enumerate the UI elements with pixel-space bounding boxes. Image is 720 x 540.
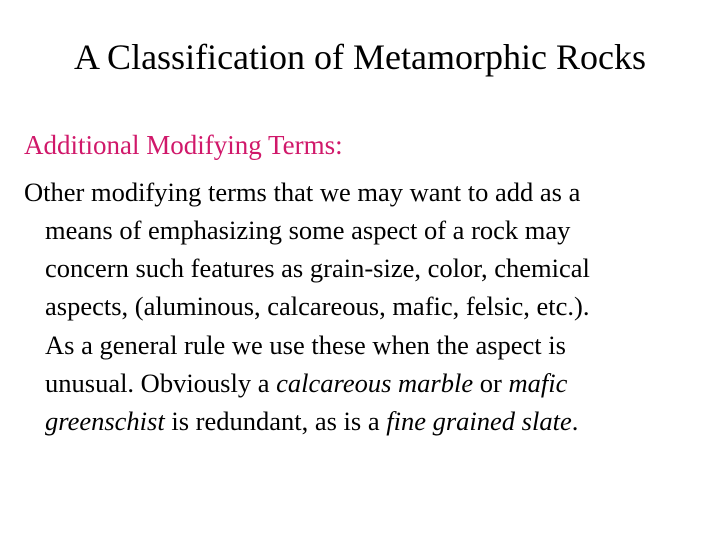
body-line (45, 406, 578, 437)
text-segment: . (571, 406, 579, 436)
italic-term: greenschist (45, 406, 165, 436)
text-segment: aspects, (aluminous, calcareous, mafic, felsic, etc.). (45, 291, 590, 321)
text-segment: is redundant, as is a (164, 406, 387, 436)
text-segment: As a general rule we use these when the aspect is (45, 330, 566, 360)
body-line (24, 177, 580, 208)
slide-title: A Classification of Metamorphic Rocks (74, 37, 646, 77)
text-segment: or (473, 368, 509, 398)
italic-term: fine grained slate (386, 406, 572, 436)
body-line (45, 253, 590, 284)
italic-term: calcareous marble (276, 368, 474, 398)
body-line (45, 291, 590, 322)
subheading: Additional Modifying Terms: (24, 130, 343, 160)
body-line (45, 368, 567, 399)
text-segment: concern such features as grain-size, color, chemical (45, 253, 590, 283)
body-line (45, 215, 570, 246)
text-segment: Other modifying terms that we may want to add as a (24, 177, 581, 207)
text-segment: means of emphasizing some aspect of a rock may (45, 215, 571, 245)
body-line (45, 330, 566, 361)
text-segment: unusual. Obviously a (45, 368, 277, 398)
italic-term: mafic (508, 368, 568, 398)
